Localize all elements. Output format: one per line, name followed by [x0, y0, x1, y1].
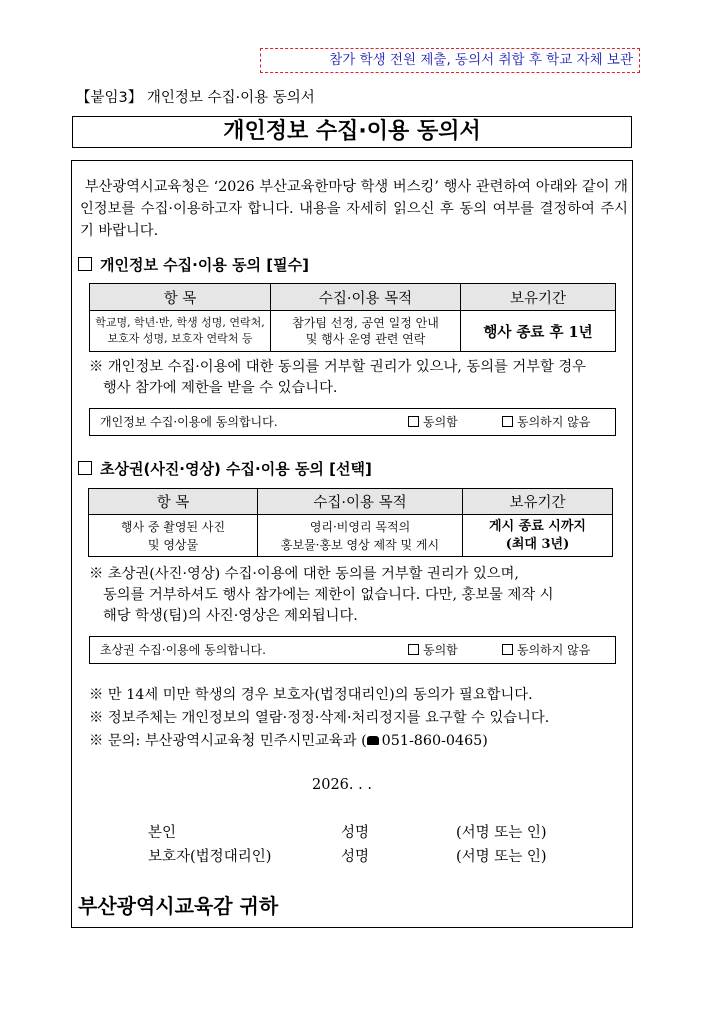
- agree-text: 초상권 수집·이용에 동의합니다.: [100, 643, 266, 657]
- period-cell: 행사 종료 후 1년: [461, 311, 616, 352]
- general-notes: [89, 684, 629, 753]
- section1-note: ※ 개인정보 수집·이용에 대한 동의를 거부할 권리가 있으나, 동의를 거부할 경우 행사 참가에 제한을 받을 수 있습니다.: [89, 359, 586, 396]
- guardian-role: 보호자(법정대리인): [148, 849, 272, 865]
- purpose-cell: 영리·비영리 목적의 홍보물·홍보 영상 제작 및 게시: [258, 515, 463, 557]
- checkbox-icon[interactable]: [408, 416, 419, 427]
- addressee: 부산광역시교육감 귀하: [78, 894, 279, 918]
- period-cell: 게시 종료 시까지 (최대 3년): [463, 515, 613, 557]
- note-item: ※ 문의: 부산광역시교육청 민주시민교육과 ( 051-860-0465): [89, 733, 488, 749]
- section1-heading: 개인정보 수집·이용 동의 [필수]: [78, 254, 309, 275]
- option-disagree[interactable]: 동의하지 않음: [502, 637, 590, 663]
- table-row: [89, 515, 613, 557]
- purpose-cell: 참가팀 선정, 공연 일정 안내 및 행사 운영 관련 연락: [271, 311, 461, 352]
- section1-agree-box: [89, 408, 616, 436]
- items-cell: 학교명, 학년·반, 학생 성명, 연락처, 보호자 성명, 보호자 연락처 등: [90, 311, 271, 352]
- option-disagree[interactable]: 동의하지 않음: [502, 409, 590, 435]
- header-item: 항 목: [90, 284, 271, 311]
- signer-role: 본인: [148, 825, 177, 841]
- checkbox-icon[interactable]: [408, 644, 419, 655]
- name-label: 성명: [341, 849, 370, 865]
- phone-icon: [367, 736, 379, 745]
- date-line: 2026. . .: [312, 777, 372, 793]
- checkbox-icon: [78, 257, 92, 271]
- submission-notice: 참가 학생 전원 제출, 동의서 취합 후 학교 자체 보관: [260, 48, 640, 73]
- header-purpose: 수집·이용 목적: [258, 489, 463, 515]
- table-row: [90, 311, 616, 352]
- table-header-row: [89, 489, 613, 515]
- signature-field[interactable]: (서명 또는 인): [456, 849, 547, 865]
- section2-note: ※ 초상권(사진·영상) 수집·이용에 대한 동의를 거부할 권리가 있으며, 동의를 거부하셔도 행사 참가에는 제한이 없습니다. 다만, 홍보물 제작 시 해당 학생(팀)의 사진·영상은 제외됩니다.: [89, 566, 554, 624]
- header-item: 항 목: [89, 489, 258, 515]
- note-item: ※ 정보주체는 개인정보의 열람·정정·삭제·처리정지를 요구할 수 있습니다.: [89, 710, 550, 726]
- section1-table: [89, 283, 616, 352]
- section2-heading: 초상권(사진·영상) 수집·이용 동의 [선택]: [78, 458, 372, 479]
- option-agree[interactable]: 동의함: [408, 637, 458, 663]
- items-cell: 행사 중 촬영된 사진 및 영상물: [89, 515, 258, 557]
- agree-text: 개인정보 수집·이용에 동의합니다.: [100, 415, 278, 429]
- header-period: 보유기간: [461, 284, 616, 311]
- option-agree[interactable]: 동의함: [408, 409, 458, 435]
- note-item: ※ 만 14세 미만 학생의 경우 보호자(법정대리인)의 동의가 필요합니다.: [89, 687, 533, 703]
- header-period: 보유기간: [463, 489, 613, 515]
- table-header-row: [90, 284, 616, 311]
- checkbox-icon: [78, 461, 92, 475]
- section2-table: [88, 488, 613, 557]
- signature-field[interactable]: (서명 또는 인): [456, 825, 547, 841]
- attachment-label: 【붙임3】 개인정보 수집·이용 동의서: [76, 90, 315, 106]
- checkbox-icon[interactable]: [502, 416, 513, 427]
- header-purpose: 수집·이용 목적: [271, 284, 461, 311]
- page-title: 개인정보 수집·이용 동의서: [72, 116, 632, 148]
- intro-paragraph: 부산광역시교육청은 ‘2026 부산교육한마당 학생 버스킹’ 행사 관련하여 아래와 같이 개인정보를 수집·이용하고자 합니다. 내용을 자세히 읽으신 후 동의 여부를 결정하여 주시기 바랍니다.: [80, 179, 628, 239]
- name-label: 성명: [341, 825, 370, 841]
- checkbox-icon[interactable]: [502, 644, 513, 655]
- section2-agree-box: [89, 636, 616, 664]
